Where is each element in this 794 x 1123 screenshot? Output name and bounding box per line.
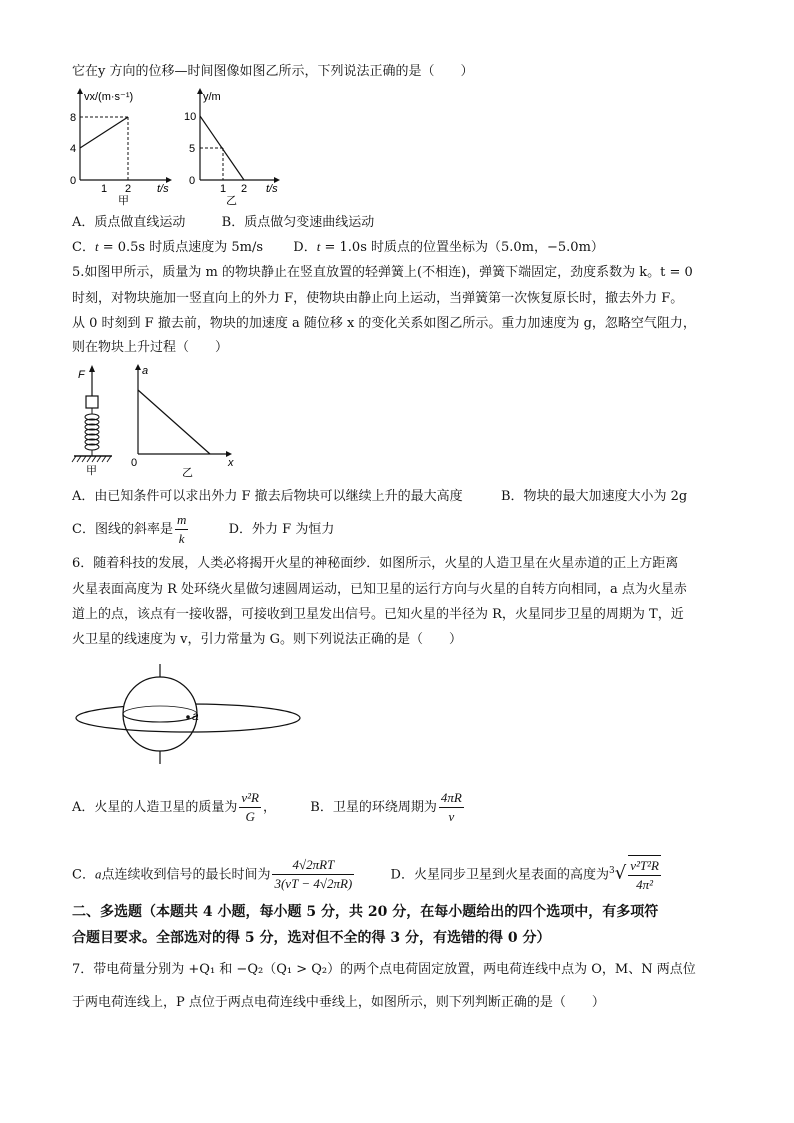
q4-option-a: A．质点做直线运动 <box>72 215 186 230</box>
graph-jia-xlabel: t/s <box>157 183 169 195</box>
radical-sign: √ <box>614 862 627 884</box>
graph-yi-ytick: 10 <box>184 111 197 123</box>
a-x-graph-caption: 乙 <box>182 467 193 478</box>
root-index: 3 <box>608 866 615 876</box>
q5-option-c-fraction <box>175 511 188 548</box>
q6-option-row-cd <box>72 848 663 898</box>
graph-jia-ytick: 8 <box>70 112 77 124</box>
q5-option-c-prefix: C．图线的斜率是 <box>72 522 173 537</box>
fraction-denominator: G <box>245 809 255 824</box>
q6-option-a-fraction <box>239 789 261 826</box>
q6-stem-line-3: 道上的点，该点有一接收器，可接收到卫星发出信号。已知火星的半径为 R，火星同步卫星的周期为 T，近 <box>72 607 684 622</box>
q6-option-row-ab <box>72 786 466 830</box>
section2-heading-line-1: 二、多选题（本题共 4 小题，每小题 5 分，共 20 分，在每小题给出的四个选项中，有多项符 <box>72 904 659 920</box>
q6-stem-line-2: 火星表面高度为 R 处环绕火星做匀速圆周运动，已知卫星的运行方向与火星的自转方向相同，a 点为火星赤 <box>72 582 687 597</box>
q6-option-c-prefix: C． <box>72 867 95 883</box>
graph-jia-ytick: 4 <box>70 143 77 155</box>
fraction-denominator: k <box>178 531 185 546</box>
q6-option-c-fraction <box>272 856 354 893</box>
q5-stem-line-2: 时刻，对物块施加一竖直向上的外力 F，使物块由静止向上运动，当弹簧第一次恢复原长时，撤去外力 F。 <box>72 291 684 306</box>
q6-option-d-prefix: D．火星同步卫星到火星表面的高度为 <box>390 867 609 883</box>
graph-yi-xlabel: t/s <box>266 183 278 195</box>
fraction-denominator: 4π² <box>636 877 654 893</box>
q5-stem-line-1: 5.如图甲所示，质量为 m 的物块静止在竖直放置的轻弹簧上(不相连)，弹簧下端固定，劲度系数为 k。t = 0 <box>72 265 693 280</box>
fraction-numerator: v²R <box>239 789 261 808</box>
spring-force-label: F <box>78 369 85 381</box>
q4-option-c-var: t <box>94 239 99 254</box>
q5-option-d: D．外力 F 为恒力 <box>228 522 335 537</box>
graph-yi-xtick: 1 <box>220 183 227 195</box>
block <box>86 396 98 408</box>
q6-option-d-fraction <box>628 855 661 894</box>
fraction-numerator: 4√2πRT <box>272 856 354 875</box>
q4-option-row-ab <box>72 213 374 233</box>
graph-yi-ytick: 5 <box>189 143 196 155</box>
q4-option-b: B．质点做匀变速曲线运动 <box>221 215 375 230</box>
section2-heading-line-2: 合题目要求。全部选对的得 5 分，选对但不全的得 3 分，有选错的得 0 分） <box>72 930 551 946</box>
spring-figure <box>70 364 118 476</box>
fraction-numerator: v²T²R <box>628 857 661 876</box>
x-axis-label: x <box>228 457 234 469</box>
a-x-graph <box>126 362 238 478</box>
q4-stem: 它在y 方向的位移—时间图像如图乙所示，下列说法正确的是（ ） <box>72 64 474 79</box>
mars-planet <box>123 677 197 751</box>
q5-stem-line-3: 从 0 时刻到 F 撤去前，物块的加速度 a 随位移 x 的变化关系如图乙所示。重力加速度为 g，忽略空气阻力， <box>72 316 696 331</box>
fraction-denominator: 3(vT − 4√2πR) <box>274 876 353 892</box>
point-a-label: a <box>192 709 199 723</box>
graph-yi-ytick: 0 <box>189 175 196 187</box>
q4-option-d-var: t <box>316 239 321 254</box>
fraction-denominator: v <box>448 809 455 824</box>
q5-stem-line-4: 则在物块上升过程（ ） <box>72 340 229 355</box>
graph-jia-ylabel: vx/(m·s⁻¹) <box>84 91 134 103</box>
q4-option-d: = 1.0s 时质点的位置坐标为（5.0m，−5.0m） <box>324 240 604 255</box>
q4-option-row-cd <box>72 237 604 258</box>
q5-option-row-cd <box>72 510 334 550</box>
q6-option-b-prefix: B．卫星的环绕周期为 <box>310 800 437 815</box>
q6-option-c-text: 点连续收到信号的最长时间为 <box>101 867 271 883</box>
point-a <box>186 715 190 719</box>
q6-option-c-var: a <box>94 866 102 882</box>
a-axis-label: a <box>142 365 149 377</box>
q5-option-a: A．由已知条件可以求出外力 F 撤去后物块可以继续上升的最大高度 <box>72 489 463 504</box>
graph-jia-xtick: 2 <box>125 183 132 195</box>
q6-option-b-fraction <box>439 789 464 826</box>
q5-option-row-ab <box>72 487 687 507</box>
graph-jia-xtick: 1 <box>101 183 108 195</box>
graph-jia-ytick: 0 <box>70 175 77 187</box>
q5-option-b: B．物块的最大加速度大小为 2g <box>500 489 688 504</box>
graph-jia-caption: 甲 <box>118 195 129 206</box>
graph-yi <box>182 88 292 206</box>
graph-jia <box>66 88 176 206</box>
fraction-numerator: 4πR <box>439 789 464 808</box>
mars-orbit-figure <box>66 660 306 770</box>
graph-yi-caption: 乙 <box>226 195 237 206</box>
graph-yi-ylabel: y/m <box>203 91 221 103</box>
fraction-numerator: m <box>175 511 188 530</box>
q4-option-c-prefix: C． <box>72 240 95 255</box>
spring-figure-caption: 甲 <box>86 465 97 476</box>
q6-stem-line-4: 火卫星的线速度为 v，引力常量为 G。则下列说法正确的是（ ） <box>72 632 462 647</box>
q4-option-d-prefix: D． <box>293 240 317 255</box>
q6-option-a-suffix: ， <box>263 800 277 815</box>
q4-option-c: = 0.5s 时质点速度为 5m/s <box>102 240 264 255</box>
q6-option-a-prefix: A．火星的人造卫星的质量为 <box>72 800 238 815</box>
origin-label: 0 <box>131 457 138 469</box>
q6-stem-line-1: 6．随着科技的发展，人类必将揭开火星的神秘面纱．如图所示，火星的人造卫星在火星赤道的正上方距离 <box>72 556 679 571</box>
graph-yi-xtick: 2 <box>241 183 248 195</box>
q7-stem-line-1: 7．带电荷量分别为 +Q₁ 和 −Q₂（Q₁ > Q₂）的两个点电荷固定放置，两电荷连线中点为 O，M、N 两点位 <box>72 962 696 977</box>
q7-stem-line-2: 于两电荷连线上，P 点位于两点电荷连线中垂线上，如图所示，则下列判断正确的是（ ） <box>72 995 605 1010</box>
